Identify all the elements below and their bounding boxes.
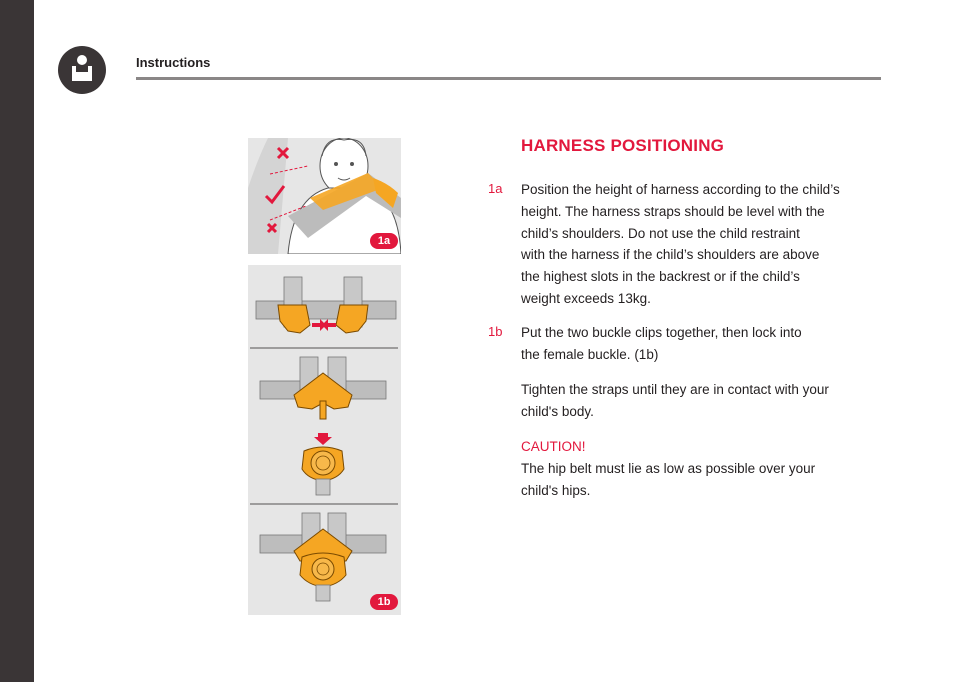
text-line: The hip belt must lie as low as possible over your [521,461,816,476]
figure-badge-1b: 1b [370,594,398,610]
text-line: the highest slots in the backrest or if the child’s [521,269,800,285]
text-line: with the harness if the child’s shoulders are above [521,247,820,263]
text-line: the female buckle. (1b) [521,346,659,362]
text-line: child’s shoulders. Do not use the child restraint [521,225,800,241]
text-line: child's hips. [521,482,591,498]
child-seat-icon [58,46,106,94]
figure-badge-1a: 1a [370,233,398,249]
text-line: height. The harness straps should be level with the [521,203,825,219]
caution-text [521,458,871,502]
step-number-1a: 1a [488,181,503,196]
tighten-text [521,379,871,423]
step-1b-text [521,322,871,366]
step-number-1b: 1b [488,324,503,339]
section-title: HARNESS POSITIONING [521,136,725,155]
figure-1b [248,265,401,615]
step-1a-text [521,179,871,310]
text-line: Put the two buckle clips together, then lock into [521,325,802,340]
header-rule [136,77,881,80]
text-line: child's body. [521,403,594,419]
figure-1a [248,138,401,254]
header-title: Instructions [136,55,211,70]
text-line: weight exceeds 13kg. [521,290,651,306]
page-sidebar [0,0,34,682]
text-line: Tighten the straps until they are in contact with your [521,382,829,397]
text-line: Position the height of harness according to the child’s [521,182,840,197]
buckle-illustration [248,265,401,615]
caution-label: CAUTION! [521,439,586,454]
